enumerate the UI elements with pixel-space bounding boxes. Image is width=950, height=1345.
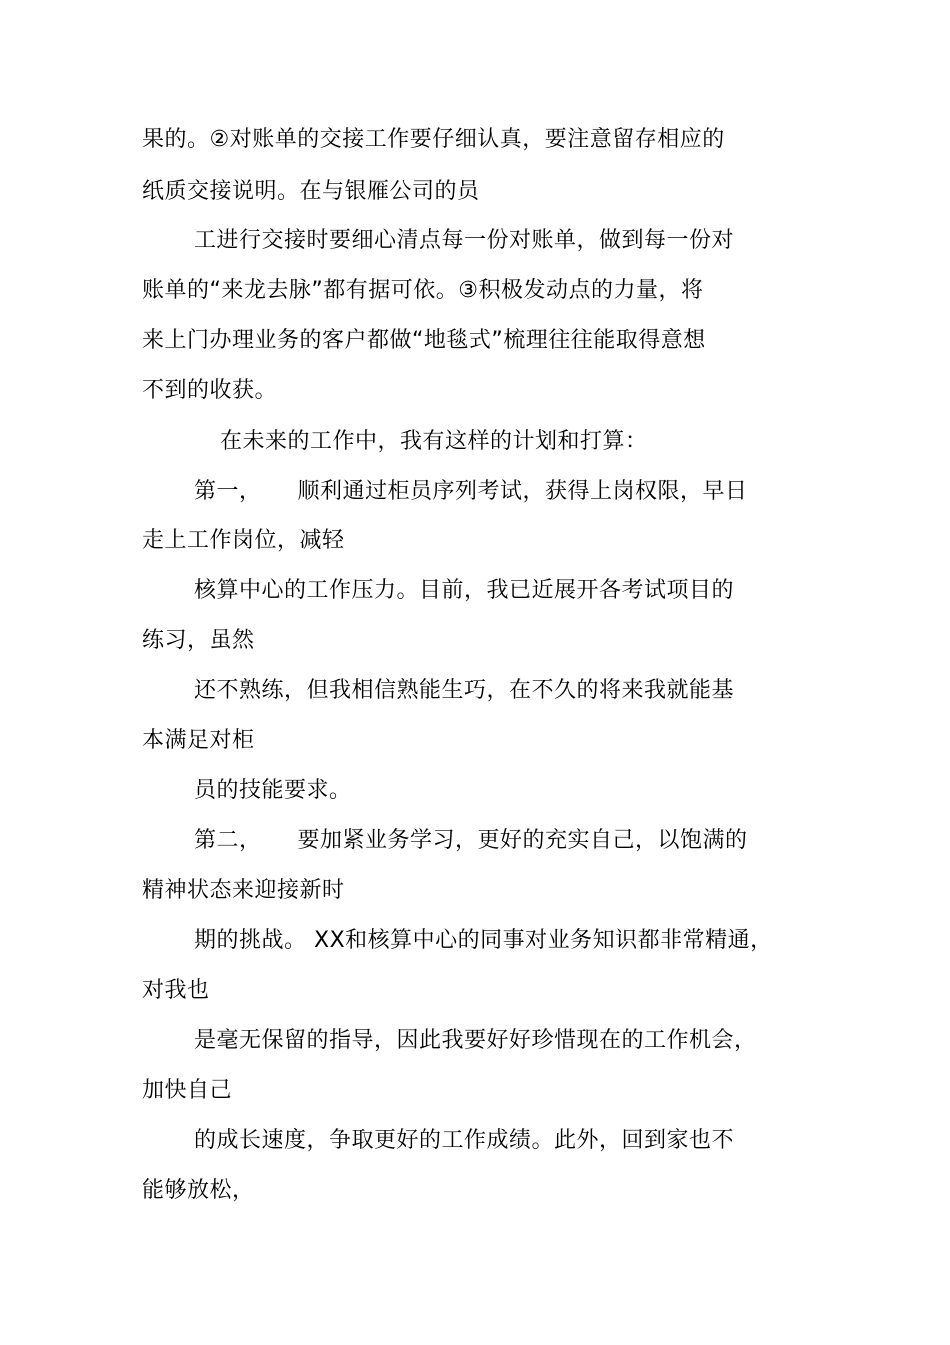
- text-line: 员的技能要求。: [194, 778, 352, 803]
- text-line: 期的挑战。 XX和核算中心的同事对业务知识都非常精通，: [194, 928, 773, 953]
- text-line: 账单的“来龙去脉”都有据可依。③积极发动点的力量，将: [142, 278, 704, 303]
- text-line: 纸质交接说明。在与银雁公司的员: [142, 179, 480, 204]
- text-line: 还不熟练，但我相信熟能生巧，在不久的将来我就能基: [194, 678, 735, 703]
- text-line: 的成长速度，争取更好的工作成绩。此外，回到家也不: [194, 1128, 735, 1153]
- text-line: 对我也: [142, 978, 210, 1003]
- list-marker: 第二，: [194, 828, 262, 853]
- text-line: 不到的收获。: [142, 378, 278, 403]
- text-line: 核算中心的工作压力。目前，我已近展开各考试项目的: [194, 578, 735, 603]
- text-line: 工进行交接时要细心清点每一份对账单，做到每一份对: [194, 228, 735, 253]
- text-line: 走上工作岗位，减轻: [142, 528, 345, 553]
- text-line: 加快自己: [142, 1078, 233, 1103]
- list-marker: 第一，: [194, 479, 262, 504]
- document-body: [142, 0, 782, 1345]
- text-line: 是毫无保留的指导，因此我要好好珍惜现在的工作机会，: [194, 1028, 757, 1053]
- text-line: 在未来的工作中，我有这样的计划和打算：: [220, 429, 648, 454]
- text-line: [194, 826, 748, 856]
- list-item-text: 顺利通过柜员序列考试，获得上岗权限，早日: [297, 479, 748, 504]
- text-line: 本满足对柜: [142, 728, 255, 753]
- text-line: 来上门办理业务的客户都做“地毯式”梳理往往能取得意想: [142, 328, 706, 353]
- text-line: 果的。②对账单的交接工作要仔细认真，要注意留存相应的: [142, 127, 725, 152]
- text-line: [194, 477, 748, 507]
- list-item-text: 要加紧业务学习，更好的充实自己，以饱满的: [297, 828, 748, 853]
- text-line: 练习，虽然: [142, 628, 255, 653]
- text-line: 能够放松，: [142, 1178, 255, 1203]
- text-line: 精神状态来迎接新时: [142, 878, 345, 903]
